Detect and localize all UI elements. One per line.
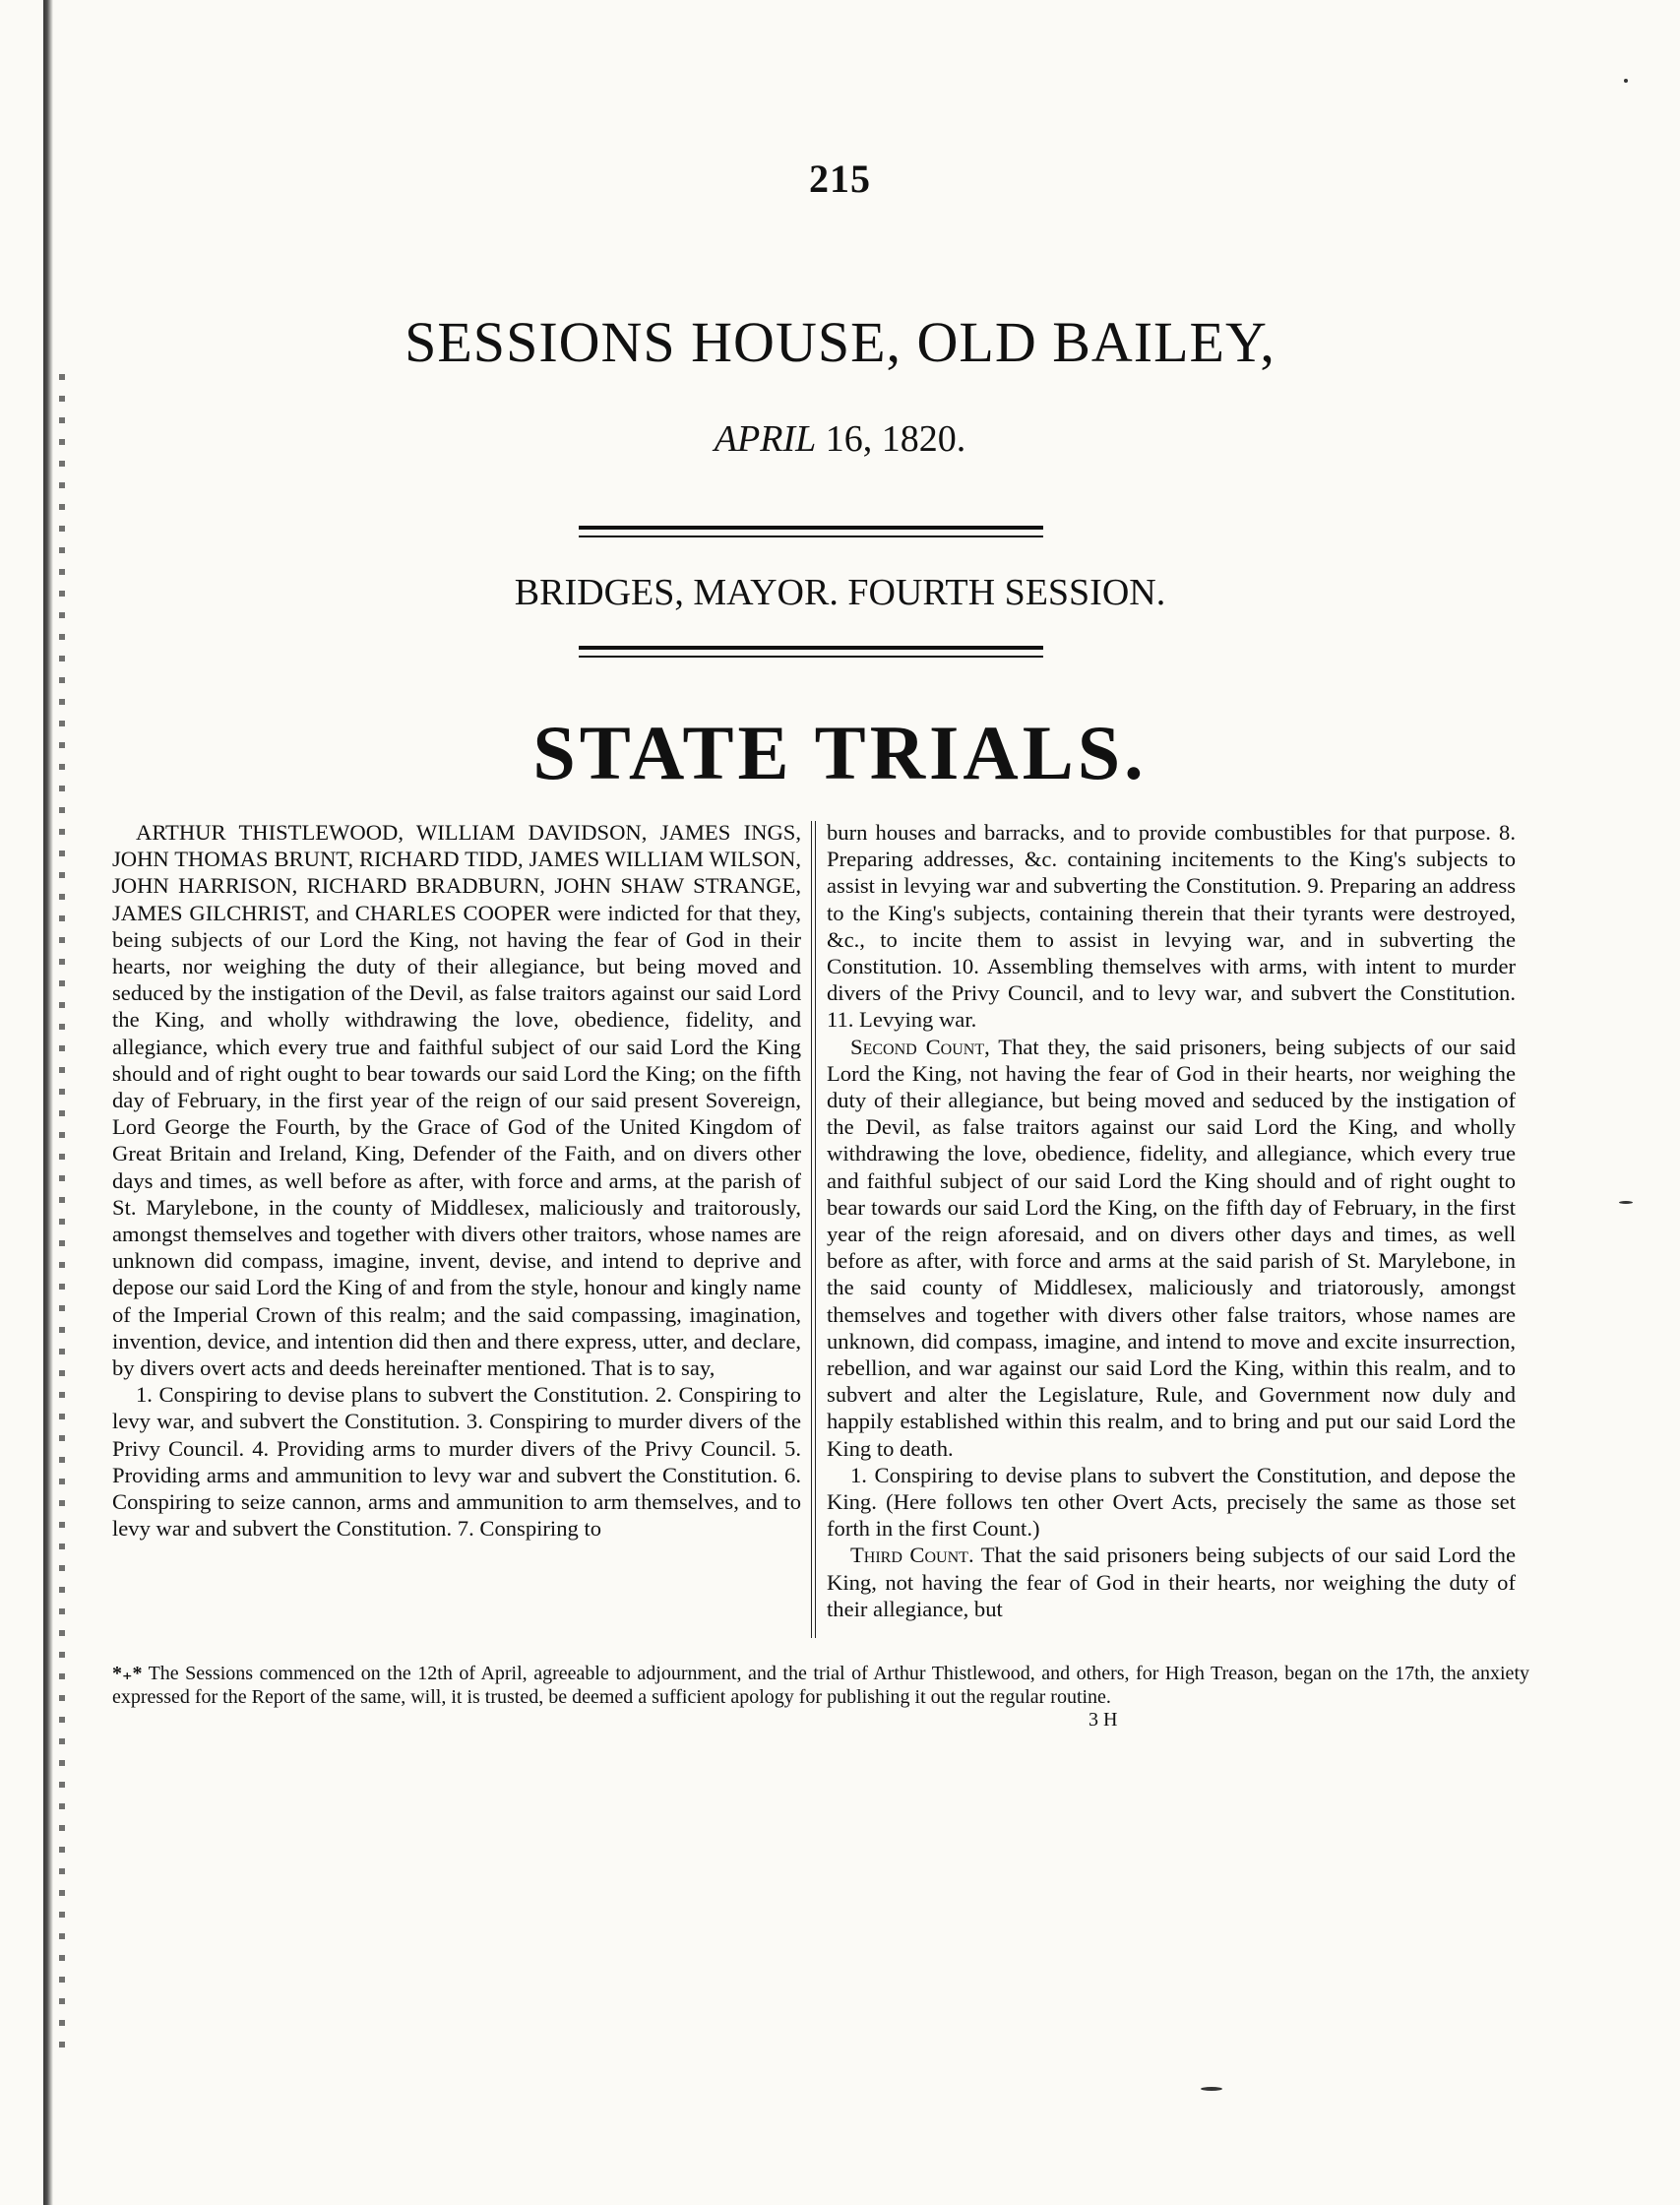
right-column (827, 819, 1516, 1642)
session-date (0, 417, 1680, 461)
session-date-day-year: 16, 1820. (816, 418, 966, 460)
signature-mark: 3 H (1089, 1709, 1118, 1731)
section-title: STATE TRIALS. (532, 710, 1148, 795)
footnote-body: The Sessions commenced on the 12th of April, agreeable to adjournment, and the trial of Arthur Thistlewood, and others, for High Treason, began on the 17th, the anxiety expressed for the Report of the same, will, it is trusted, be deemed a sufficient apology for publishing it out the regular routine. (112, 1663, 1529, 1708)
second-count-text: That they, the said prisoners, being subjects of our said Lord the King, not having the fear of God in their hearts, nor weighing the duty of their allegiance, but being moved and seduced by the instigation of the Devil, as false traitors against our said Lord the King, and wholly withdrawing the love, obedience, fidelity, and allegiance, which every true and faithful subject of our said Lord the King should and of right ought to bear towards our said Lord the King, on the fifth day of February, in the first year of the reign aforesaid, and on divers other days and times, as well before as after, with force and arms at the said parish of St. Marylebone, in the said county of Middlesex, maliciously and triatorously, amongst themselves and together with divers other false traitors, whose names are unknown, did compass, imagine, and intend to move and excite insurrection, rebellion, and war against our said Lord the King, within this realm, and to subvert and alter the Legislature, Rule, and Government now duly and happily established within this realm, and to bring and put our said Lord the King to death. (827, 1034, 1516, 1461)
page-number: 215 (809, 157, 871, 201)
third-count-label: Third Count. (850, 1543, 974, 1568)
scan-speck (1624, 79, 1628, 83)
second-count-overt-acts: 1. Conspiring to devise plans to subvert the Constitution, and depose the King. (Here follows ten other Overt Acts, precisely the same as those set forth in the first Count.) (827, 1462, 1516, 1542)
page-title: SESSIONS HOUSE, OLD BAILEY, (404, 310, 1276, 374)
third-count-paragraph (827, 1542, 1516, 1622)
double-rule-bottom (579, 646, 1043, 658)
session-subtitle: BRIDGES, MAYOR. FOURTH SESSION. (514, 572, 1166, 613)
overt-acts-continued: burn houses and barracks, and to provide combustibles for that purpose. 8. Preparing addresses, &c. containing incitements to the King's subjects to assist in levying war and subverting the Constitution. 9. Preparing an address to the King's subjects, containing therein that their tyrants were destroyed, &c., to incite them to assist in levying war, and in subverting the Constitution. 10. Assembling themselves with arms, with intent to murder divers of the Privy Council, and to levy war, and subvert the Constitution. 11. Levying war. (827, 820, 1516, 1033)
third-count-text: That the said prisoners being subjects of our said Lord the King, not having the fear of God in their hearts, nor weighing the duty of their allegiance, but (827, 1543, 1516, 1621)
footnote (112, 1662, 1529, 1709)
footnote-text (112, 1662, 1529, 1709)
scan-edge-marks (59, 374, 65, 2048)
footnote-mark: *₊* (112, 1663, 143, 1684)
second-count-label: Second Count, (850, 1034, 990, 1059)
double-rule-top (579, 526, 1043, 537)
scan-speck (1201, 2087, 1222, 2091)
column-divider (811, 821, 816, 1638)
left-column (112, 819, 801, 1642)
indictment-paragraph: ARTHUR THISTLEWOOD, WILLIAM DAVIDSON, JAMES INGS, JOHN THOMAS BRUNT, RICHARD TIDD, JAMES WILLIAM WILSON, JOHN HARRISON, RICHARD BRADBURN, JOHN SHAW STRANGE, JAMES GILCHRIST, and CHARLES COOPER were indicted for that they, being subjects of our Lord the King, not having the fear of God in their hearts, nor weighing the duty of their allegiance, but being moved and seduced by the instigation of the Devil, as false traitors against our said Lord the King, and wholly withdrawing the love, obedience, fidelity, and allegiance, which every true and faithful subject of our said Lord the King should and of right ought to bear towards our said Lord the King; on the fifth day of February, in the first year of the reign of our said present Sovereign, Lord George the Fourth, by the Grace of God of the United Kingdom of Great Britain and Ireland, King, Defender of the Faith, and on divers other days and times, as well before as after, with force and arms, at the parish of St. Marylebone, in the county of Middlesex, maliciously and traitorously, amongst themselves and together with divers other traitors, whose names are unknown did compass, imagine, invent, devise, and intend to deprive and depose our said Lord the King of and from the style, honour and kingly name of the Imperial Crown of this realm; and the said compassing, imagination, invention, device, and intention did then and there express, utter, and declare, by divers overt acts and deeds hereinafter mentioned. That is to say, (112, 820, 801, 1381)
overt-acts-paragraph: 1. Conspiring to devise plans to subvert the Constitution. 2. Conspiring to levy war, and subvert the Constitution. 3. Conspiring to murder divers of the Privy Council. 4. Providing arms to murder divers of the Privy Council. 5. Providing arms and ammunition to levy war and subvert the Constitution. 6. Conspiring to seize cannon, arms and ammunition to arm themselves, and to levy war and subvert the Constitution. 7. Conspiring to (112, 1382, 801, 1542)
session-date-month: APRIL (714, 418, 817, 460)
scan-speck (1619, 1201, 1633, 1204)
second-count-paragraph (827, 1034, 1516, 1462)
